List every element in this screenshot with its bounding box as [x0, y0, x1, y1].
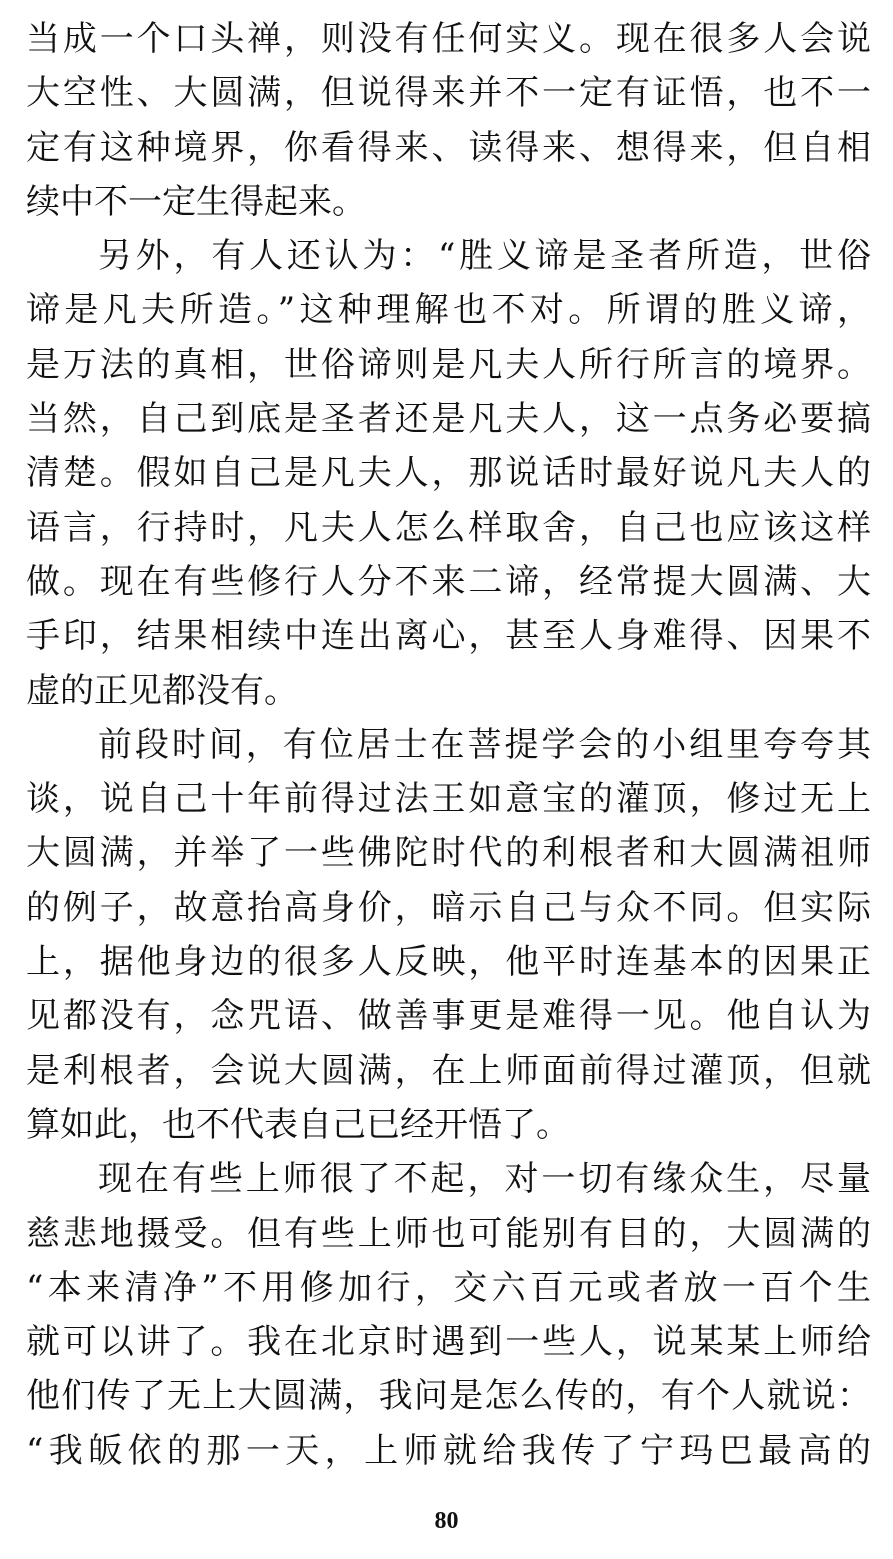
text-line: “我皈依的那一天，上师就给我传了宁玛巴最高的	[26, 1430, 871, 1471]
page-number: 80	[434, 1508, 459, 1534]
text-line: 大空性、大圆满，但说得来并不一定有证悟，也不一	[26, 73, 871, 114]
paragraph-start-line: 前段时间，有位居士在菩提学会的小组里夸夸其	[98, 724, 871, 765]
text-line: 慈悲地摄受。但有些上师也可能别有目的，大圆满的	[26, 1213, 871, 1254]
text-line: 续中不一定生得起来。	[26, 181, 366, 222]
body-text	[26, 12, 871, 1478]
text-line: 上，据他身边的很多人反映，他平时连基本的因果正	[26, 942, 871, 983]
text-line: “本来清净”不用修加行，交六百元或者放一百个生	[26, 1267, 871, 1308]
text-line: 的例子，故意抬高身价，暗示自己与众不同。但实际	[26, 887, 871, 928]
text-line: 是万法的真相，世俗谛则是凡夫人所行所言的境界。	[26, 344, 871, 385]
paragraph-start-line: 另外，有人还认为：“胜义谛是圣者所造，世俗	[98, 236, 871, 277]
text-line: 虚的正见都没有。	[26, 670, 298, 711]
text-line: 定有这种境界，你看得来、读得来、想得来，但自相	[26, 127, 871, 168]
text-line: 当成一个口头禅，则没有任何实义。现在很多人会说	[26, 19, 871, 59]
text-line: 就可以讲了。我在北京时遇到一些人，说某某上师给	[26, 1322, 871, 1363]
text-line: 清楚。假如自己是凡夫人，那说话时最好说凡夫人的	[26, 453, 871, 494]
text-line: 是利根者，会说大圆满，在上师面前得过灌顶，但就	[26, 1050, 871, 1091]
text-line: 谛是凡夫所造。”这种理解也不对。所谓的胜义谛，	[26, 290, 871, 331]
text-line: 他们传了无上大圆满，我问是怎么传的，有个人就说：	[26, 1376, 871, 1417]
paragraph-start-line: 现在有些上师很了不起，对一切有缘众生，尽量	[98, 1159, 871, 1200]
text-line: 大圆满，并举了一些佛陀时代的利根者和大圆满祖师	[26, 833, 871, 874]
text-line: 做。现在有些修行人分不来二谛，经常提大圆满、大	[26, 561, 871, 602]
text-line: 见都没有，念咒语、做善事更是难得一见。他自认为	[26, 996, 871, 1037]
text-line: 手印，结果相续中连出离心，甚至人身难得、因果不	[26, 616, 871, 657]
text-line: 谈，说自己十年前得过法王如意宝的灌顶，修过无上	[26, 779, 871, 820]
text-line: 语言，行持时，凡夫人怎么样取舍，自己也应该这样	[26, 507, 871, 548]
text-line: 算如此，也不代表自己已经开悟了。	[26, 1104, 570, 1145]
text-line: 当然，自己到底是圣者还是凡夫人，这一点务必要搞	[26, 399, 871, 440]
